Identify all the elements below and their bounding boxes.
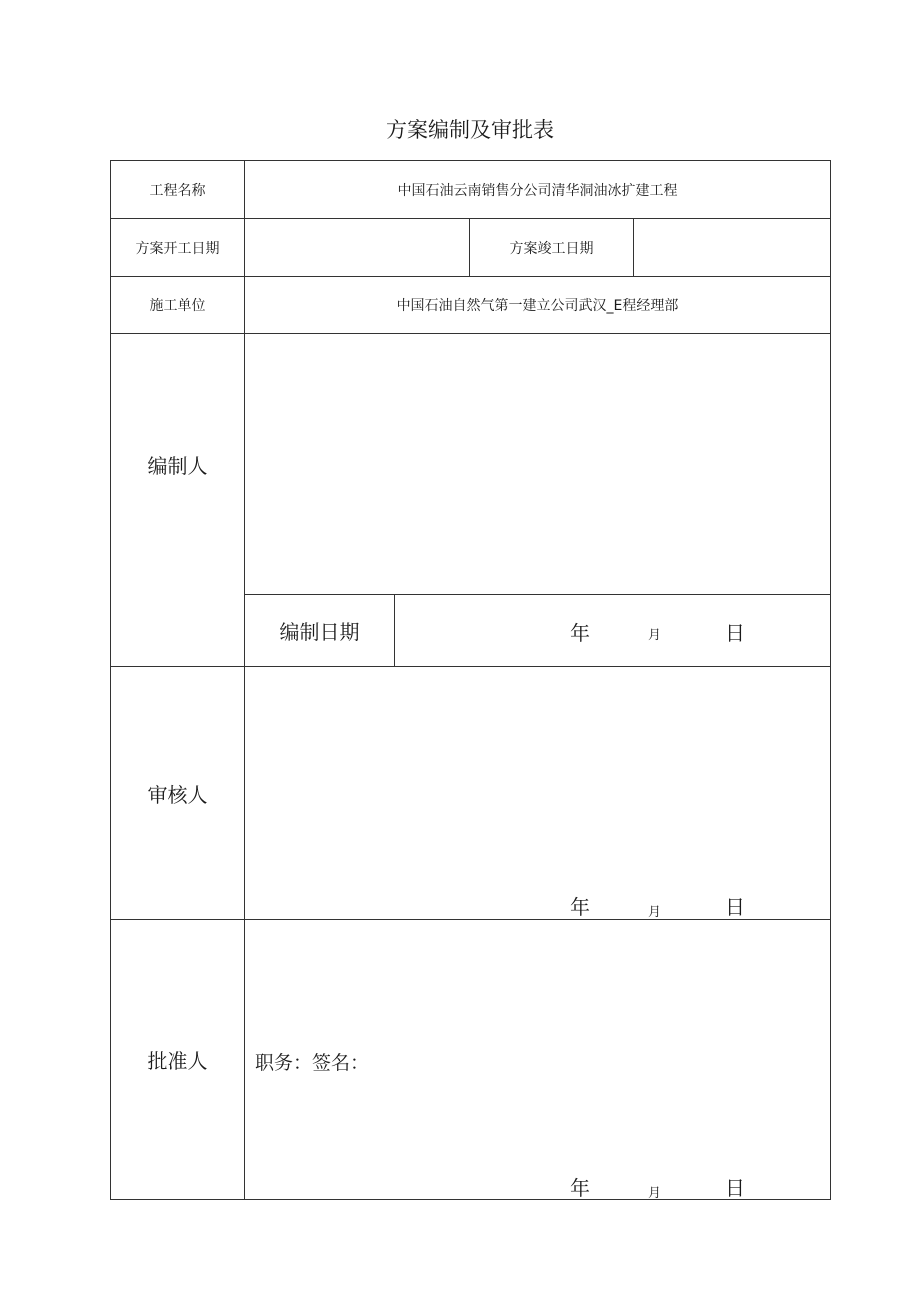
date-year: 年 bbox=[570, 1176, 590, 1200]
approver-signature-area[interactable] bbox=[245, 920, 830, 1199]
compiler-label: 编制人 bbox=[147, 453, 208, 478]
start-date-label: 方案开工日期 bbox=[135, 240, 220, 257]
table-border-right bbox=[830, 160, 831, 1200]
approver-fields: 职务：签名： bbox=[255, 1052, 370, 1074]
contractor-label: 施工单位 bbox=[149, 298, 206, 314]
date-year: 年 bbox=[570, 895, 590, 919]
reviewer-signature-area[interactable] bbox=[245, 667, 830, 919]
table-border-bottom bbox=[110, 1199, 831, 1200]
date-day: 日 bbox=[725, 1176, 745, 1200]
start-date-value[interactable] bbox=[245, 219, 469, 276]
date-month: 月 bbox=[648, 628, 662, 643]
end-date-label: 方案竣工日期 bbox=[509, 240, 594, 257]
reviewer-label: 审核人 bbox=[147, 782, 208, 807]
compile-date-value[interactable] bbox=[395, 595, 830, 666]
compile-date-label: 编制日期 bbox=[279, 620, 360, 644]
date-day: 日 bbox=[725, 621, 745, 645]
project-name-value[interactable]: 中国石油云南销售分公司清华洞油冰扩建工程 bbox=[397, 182, 678, 199]
project-name-label: 工程名称 bbox=[149, 182, 206, 199]
contractor-value[interactable]: 中国石油自然气第一建立公司武汉_E程经理部 bbox=[396, 298, 679, 314]
date-day: 日 bbox=[725, 895, 745, 919]
compiler-signature-area[interactable] bbox=[245, 334, 830, 594]
date-month: 月 bbox=[648, 1186, 662, 1201]
approver-label: 批准人 bbox=[147, 1049, 208, 1073]
end-date-value[interactable] bbox=[634, 219, 830, 276]
date-month: 月 bbox=[648, 905, 662, 920]
page-title: 方案编制及审批表 bbox=[386, 118, 554, 142]
date-year: 年 bbox=[570, 621, 590, 645]
